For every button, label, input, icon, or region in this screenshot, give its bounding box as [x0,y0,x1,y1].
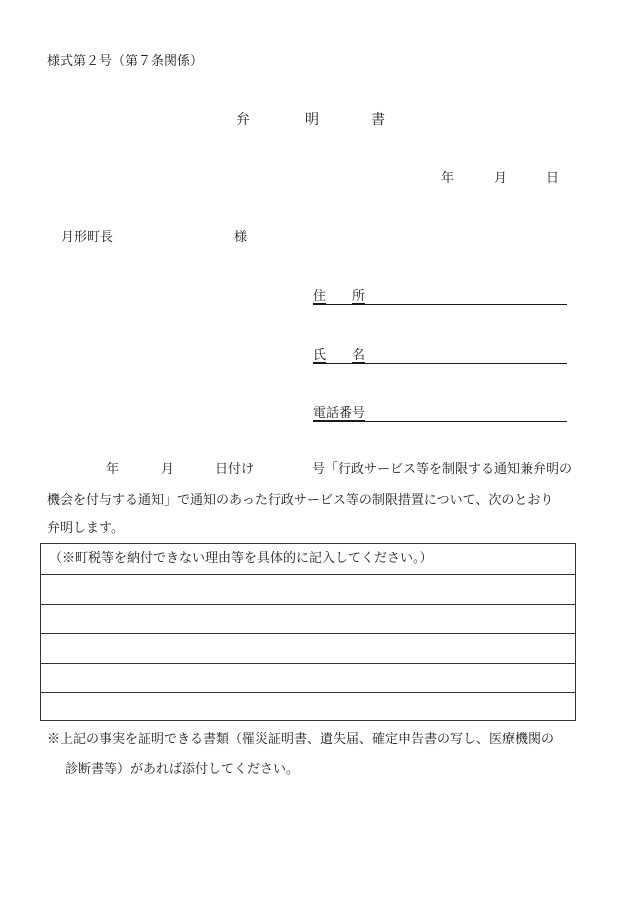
address-field[interactable] [313,286,567,305]
ref-date-suffix[interactable]: 日付け [215,462,255,477]
name-label-mei: 名 [352,348,366,363]
reason-row[interactable] [41,692,575,693]
reason-row[interactable] [41,604,575,605]
form-number: 様式第２号（第７条関係） [47,54,204,69]
reason-table[interactable] [40,543,576,721]
name-field[interactable] [313,345,567,364]
title-char-sho: 書 [371,112,385,128]
addressee-name: 月形町長 [61,230,114,245]
address-label-sho: 所 [352,289,366,304]
phone-label: 電話番号 [313,406,366,421]
reason-row[interactable] [41,633,575,634]
ref-year-field[interactable]: 年 [106,462,120,477]
title-char-mei: 明 [305,112,319,128]
ref-month-field[interactable]: 月 [161,462,175,477]
addressee-honorific: 様 [234,230,248,245]
phone-field[interactable] [313,403,567,422]
date-day-field[interactable]: 日 [546,171,560,186]
body-line-1: 機会を付与する通知」で通知のあった行政サービス等の制限措置について、次のとおり [47,493,554,508]
reason-row[interactable] [41,663,575,664]
date-month-field[interactable]: 月 [494,171,508,186]
reason-instruction: （※町税等を納付できない理由等を具体的に記入してください。） [49,551,433,566]
body-line-2: 弁明します。 [47,521,124,536]
title-char-ben: 弁 [236,112,250,128]
footnote-line-2: 診断書等）があれば添付してください。 [65,762,300,777]
address-label-ju: 住 [313,289,327,304]
reason-row[interactable] [41,574,575,575]
name-label-shi: 氏 [313,348,327,363]
date-year-field[interactable]: 年 [441,171,455,186]
footnote-line-1: ※上記の事実を証明できる書類（罹災証明書、遺失届、確定申告書の写し、医療機関の [47,732,555,747]
ref-number-text[interactable]: 号「行政サービス等を制限する通知兼弁明の [312,462,573,477]
